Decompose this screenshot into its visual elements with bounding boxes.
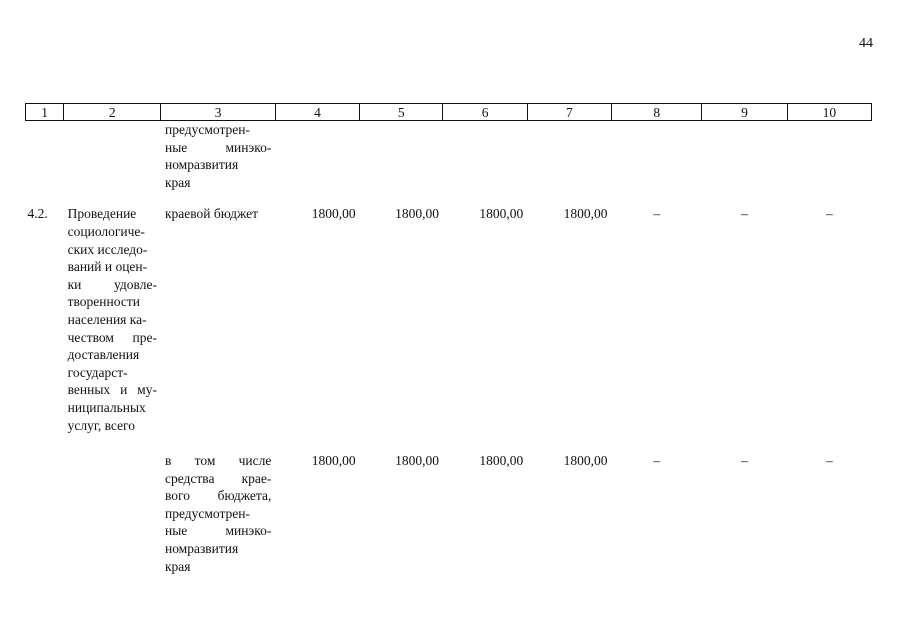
cell-line: ные минэко- <box>164 523 272 539</box>
cell-line: предусмотрен- <box>164 122 251 137</box>
cell-line: услуг, всего <box>67 417 136 433</box>
cell-line: предусмотрен- <box>164 505 251 521</box>
budget-table <box>25 103 872 575</box>
value-cell: – <box>653 206 661 222</box>
value-cell: 1800,00 <box>479 206 524 222</box>
value-cell: 1800,00 <box>311 206 356 222</box>
cell-line: ниципальных <box>67 399 146 415</box>
column-header: 6 <box>443 104 527 121</box>
cell-line: Проведение <box>67 206 137 222</box>
value-cell: – <box>825 206 833 222</box>
cell-line: в том числе <box>164 453 272 469</box>
value-cell: – <box>653 453 661 469</box>
column-header: 5 <box>360 104 443 121</box>
cell-line: венных и му- <box>67 382 157 398</box>
funding-source-cell <box>161 121 275 206</box>
table-row-4-2 <box>26 205 872 452</box>
funding-source-cell <box>161 452 275 575</box>
cell-line: социологиче- <box>67 223 145 239</box>
column-header: 1 <box>26 104 64 121</box>
cell-line: номразвития <box>164 157 239 173</box>
cell-line: номразвития <box>164 541 239 557</box>
column-header: 4 <box>275 104 359 121</box>
value-cell: 1800,00 <box>395 206 439 222</box>
activity-name-cell <box>64 205 161 452</box>
value-cell: 1800,00 <box>563 453 608 469</box>
column-header: 2 <box>64 104 161 121</box>
value-cell: 1800,00 <box>311 453 356 469</box>
cell-line: края <box>164 174 191 190</box>
table-row-including <box>26 452 872 575</box>
cell-line: доставления <box>67 347 140 363</box>
cell-line: чеством пре- <box>67 329 157 345</box>
value-cell: 1800,00 <box>395 453 439 469</box>
value-cell: 1800,00 <box>479 453 524 469</box>
row-number: 4.2. <box>27 206 48 222</box>
column-header: 8 <box>612 104 702 121</box>
cell-line: края <box>164 558 191 574</box>
page-number: 44 <box>859 36 873 51</box>
cell-line: ные минэко- <box>164 139 272 155</box>
column-header: 7 <box>527 104 611 121</box>
column-header: 10 <box>787 104 871 121</box>
value-cell: 1800,00 <box>563 206 608 222</box>
cell-line: ваний и оцен- <box>67 259 148 275</box>
value-cell: – <box>741 206 748 222</box>
funding-source-cell: краевой бюджет <box>164 206 259 222</box>
column-number-header-row <box>26 104 872 121</box>
table-row-continued <box>26 121 872 206</box>
cell-line: средства крае- <box>164 470 272 486</box>
cell-line: творенности <box>67 294 140 310</box>
value-cell: – <box>825 453 833 469</box>
column-header: 3 <box>161 104 275 121</box>
cell-line: ки удовле- <box>67 276 157 292</box>
cell-line: ских исследо- <box>67 241 148 257</box>
cell-line: населения ка- <box>67 311 147 327</box>
cell-line: вого бюджета, <box>164 488 272 504</box>
cell-line: государст- <box>67 364 128 380</box>
value-cell: – <box>741 453 748 469</box>
column-header: 9 <box>702 104 787 121</box>
